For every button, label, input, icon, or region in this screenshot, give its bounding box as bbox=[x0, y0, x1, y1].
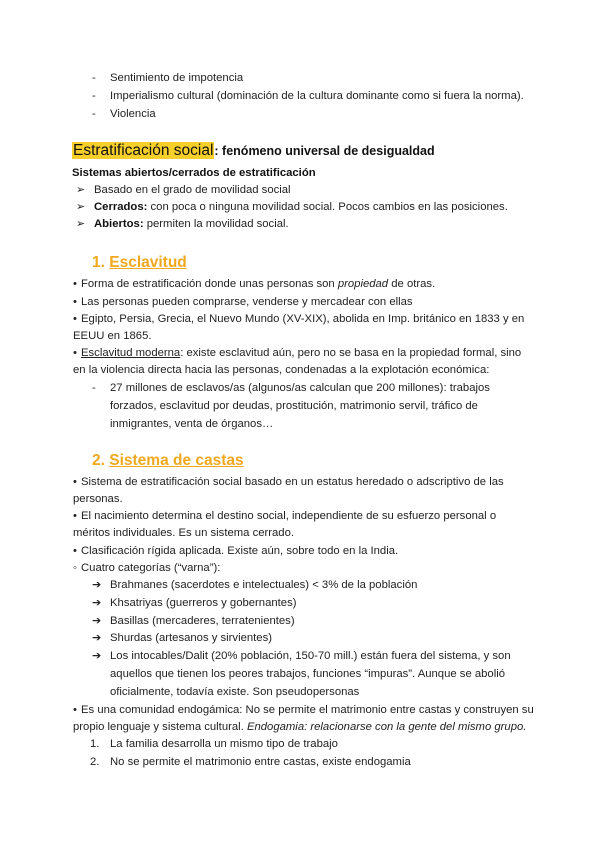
list-item: Violencia bbox=[110, 108, 156, 120]
arrow-right-icon: ➔ bbox=[92, 579, 102, 591]
subtitle: Sistemas abiertos/cerrados de estratificación bbox=[72, 167, 316, 179]
bullet-icon: • bbox=[73, 510, 77, 522]
bullet-icon: • bbox=[73, 704, 77, 716]
closed-label: Cerrados: bbox=[94, 201, 148, 213]
arrow-bullet-icon: ➢ bbox=[76, 201, 86, 213]
heading-castas bbox=[92, 452, 244, 469]
list-item: Sentimiento de impotencia bbox=[110, 72, 244, 84]
varna-item: Basillas (mercaderes, terratenientes) bbox=[110, 615, 295, 627]
list-item: Egipto, Persia, Grecia, el Nuevo Mundo (XV-XIX), abolida en Imp. británico en 1833 y en bbox=[81, 313, 525, 325]
bullet-icon: • bbox=[73, 545, 77, 557]
varna-item-cont: oficialmente, todavía existe. Son pseudopersonas bbox=[110, 686, 360, 698]
list-item bbox=[94, 199, 508, 216]
bullet-icon: • bbox=[73, 313, 77, 325]
text: propio lenguaje y sistema cultural. bbox=[73, 721, 247, 733]
open-text: permiten la movilidad social. bbox=[143, 218, 289, 230]
text: : existe esclavitud aún, pero no se basa en la propiedad formal, sino bbox=[180, 347, 522, 359]
list-item: Basado en el grado de movilidad social bbox=[94, 184, 291, 196]
list-item-cont bbox=[73, 719, 526, 736]
heading-title: Sistema de castas bbox=[109, 452, 244, 469]
bullet-icon: • bbox=[73, 296, 77, 308]
emphasis: propiedad bbox=[337, 278, 389, 290]
heading-number: 1. bbox=[92, 254, 105, 271]
numbered-item: No se permite el matrimonio entre castas, existe endogamia bbox=[110, 756, 411, 768]
list-item: Clasificación rígida aplicada. Existe aún, sobre todo en la India. bbox=[81, 545, 399, 557]
bullet-icon: • bbox=[73, 278, 77, 290]
heading-number: 2. bbox=[92, 452, 105, 469]
emphasis: Endogamia: relacionarse con la gente del mismo grupo. bbox=[246, 721, 527, 733]
list-item: Las personas pueden comprarse, venderse y mercadear con ellas bbox=[81, 296, 413, 308]
arrow-right-icon: ➔ bbox=[92, 615, 102, 627]
list-item-cont: EEUU en 1865. bbox=[73, 330, 152, 342]
hollow-bullet-icon: ◦ bbox=[73, 562, 78, 574]
varna-item: Brahmanes (sacerdotes e intelectuales) < 3% de la población bbox=[110, 579, 418, 591]
list-item: Cuatro categorías (“varna”): bbox=[81, 562, 221, 574]
varna-item: Los intocables/Dalit (20% población, 150-70 mill.) están fuera del sistema, y son bbox=[110, 650, 511, 662]
varna-item-cont: aquellos que tienen los peores trabajos, funciones “impuras”. Aunque se abolió bbox=[110, 668, 506, 680]
numbered-marker: 1. bbox=[90, 738, 100, 750]
list-item-cont: méritos individuales. Es un sistema cerrado. bbox=[73, 527, 295, 539]
underlined-term: Esclavitud moderna bbox=[81, 347, 181, 359]
text: de otras. bbox=[388, 278, 436, 290]
list-item: Es una comunidad endogámica: No se permite el matrimonio entre castas y construyen su bbox=[81, 704, 534, 716]
list-dash: - bbox=[92, 90, 96, 102]
list-item: Imperialismo cultural (dominación de la cultura dominante como si fuera la norma). bbox=[110, 90, 524, 102]
text: Forma de estratificación donde unas personas son bbox=[81, 278, 338, 290]
list-item bbox=[81, 345, 521, 362]
heading-esclavitud bbox=[92, 254, 187, 271]
section-title-rest: : fenómeno universal de desigualdad bbox=[214, 144, 435, 158]
arrow-right-icon: ➔ bbox=[92, 597, 102, 609]
list-dash: - bbox=[92, 382, 96, 394]
bullet-icon: • bbox=[73, 347, 77, 359]
varna-item: Khsatriyas (guerreros y gobernantes) bbox=[110, 597, 297, 609]
list-dash: - bbox=[92, 72, 96, 84]
bullet-icon: • bbox=[73, 476, 77, 488]
heading-title: Esclavitud bbox=[109, 254, 187, 271]
list-dash: - bbox=[92, 108, 96, 120]
arrow-bullet-icon: ➢ bbox=[76, 218, 86, 230]
numbered-item: La familia desarrolla un mismo tipo de trabajo bbox=[110, 738, 338, 750]
list-item-cont: personas. bbox=[73, 493, 123, 505]
varna-item: Shurdas (artesanos y sirvientes) bbox=[110, 632, 272, 644]
arrow-right-icon: ➔ bbox=[92, 632, 102, 644]
open-label: Abiertos: bbox=[94, 218, 144, 230]
arrow-bullet-icon: ➢ bbox=[76, 184, 86, 196]
closed-text: con poca o ninguna movilidad social. Pocos cambios en las posiciones. bbox=[147, 201, 508, 213]
list-item bbox=[81, 276, 435, 293]
sub-list-item: 27 millones de esclavos/as (algunos/as calculan que 200 millones): trabajos bbox=[110, 382, 490, 394]
list-item: Sistema de estratificación social basado en un estatus heredado o adscriptivo de las bbox=[81, 476, 504, 488]
numbered-marker: 2. bbox=[90, 756, 100, 768]
list-item bbox=[94, 216, 289, 233]
section-title-highlight: Estratificación social bbox=[73, 142, 214, 159]
arrow-right-icon: ➔ bbox=[92, 650, 102, 662]
list-item-cont: en la violencia directa hacia las personas, condenadas a la explotación económica: bbox=[73, 364, 490, 376]
section-title bbox=[72, 142, 435, 161]
list-item: El nacimiento determina el destino social, independiente de su esfuerzo personal o bbox=[81, 510, 497, 522]
sub-list-item-cont: forzados, esclavitud por deudas, prostitución, matrimonio servil, tráfico de bbox=[110, 400, 478, 412]
sub-list-item-cont: inmigrantes, venta de órganos… bbox=[110, 418, 274, 430]
